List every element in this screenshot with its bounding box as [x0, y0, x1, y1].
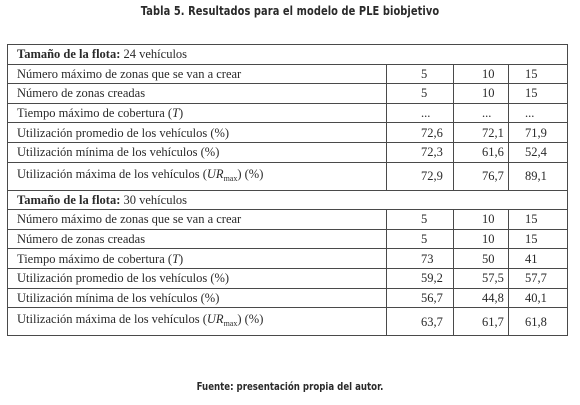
value-cell: 5 [387, 210, 454, 230]
row-label: Tiempo máximo de cobertura (T) [8, 249, 387, 269]
value-cell: 5 [387, 229, 454, 249]
value-cell: 63,7 [387, 308, 454, 336]
value-cell: 41 [509, 249, 568, 269]
table-row [8, 162, 568, 190]
value-cell: 44,8 [454, 288, 509, 308]
group-header-value: 24 vehículos [123, 47, 188, 62]
row-label: Número máximo de zonas que se van a crear [8, 210, 387, 230]
group-header-value: 30 vehículos [123, 192, 188, 207]
value-cell: 61,7 [454, 308, 509, 336]
value-cell: 57,7 [509, 268, 568, 288]
value-cell: 5 [387, 64, 454, 84]
row-label: Tiempo máximo de cobertura (T) [8, 103, 387, 123]
table-row [8, 288, 568, 308]
table-row [8, 64, 568, 84]
value-cell: 40,1 [509, 288, 568, 308]
table-row [8, 268, 568, 288]
group-header-cell [8, 45, 568, 65]
value-cell: 61,6 [454, 142, 509, 162]
table-row [8, 142, 568, 162]
table-row [8, 249, 568, 269]
table-row [8, 210, 568, 230]
row-label: Utilización promedio de los vehículos (%) [8, 268, 387, 288]
table-row [8, 123, 568, 143]
row-label: Número de zonas creadas [8, 229, 387, 249]
group-header-row [8, 45, 568, 65]
row-label: Utilización promedio de los vehículos (%) [8, 123, 387, 143]
value-cell: 72,1 [454, 123, 509, 143]
value-cell: 57,5 [454, 268, 509, 288]
value-cell: 56,7 [387, 288, 454, 308]
table-row [8, 84, 568, 104]
value-cell: 71,9 [509, 123, 568, 143]
value-cell: 76,7 [454, 162, 509, 190]
value-cell: 15 [509, 84, 568, 104]
table-caption: Tabla 5. Resultados para el modelo de PLE biobjetivo [140, 4, 440, 18]
table-row [8, 229, 568, 249]
group-header-row [8, 190, 568, 210]
value-cell: 10 [454, 229, 509, 249]
value-cell: 61,8 [509, 308, 568, 336]
group-header-label: Tamaño de la flota: [17, 47, 121, 62]
value-cell: 72,6 [387, 123, 454, 143]
table-source-note: Fuente: presentación propia del autor. [196, 381, 384, 393]
row-label: Utilización mínima de los vehículos (%) [8, 142, 387, 162]
value-cell: 72,3 [387, 142, 454, 162]
value-cell: 5 [387, 84, 454, 104]
value-cell: 50 [454, 249, 509, 269]
value-cell: 15 [509, 210, 568, 230]
value-cell: 72,9 [387, 162, 454, 190]
value-cell: ... [454, 103, 509, 123]
group-header-cell [8, 190, 568, 210]
row-label: Número de zonas creadas [8, 84, 387, 104]
value-cell: 10 [454, 64, 509, 84]
value-cell: 10 [454, 210, 509, 230]
value-cell: 59,2 [387, 268, 454, 288]
value-cell: 15 [509, 64, 568, 84]
value-cell: 52,4 [509, 142, 568, 162]
group-header-label: Tamaño de la flota: [17, 192, 121, 207]
value-cell: 89,1 [509, 162, 568, 190]
value-cell: ... [387, 103, 454, 123]
table-row [8, 103, 568, 123]
row-label: Utilización mínima de los vehículos (%) [8, 288, 387, 308]
results-table [7, 44, 568, 336]
value-cell: 15 [509, 229, 568, 249]
row-label: Utilización máxima de los vehículos $(UR_{max})$ (%) [8, 308, 387, 336]
value-cell: 73 [387, 249, 454, 269]
row-label: Utilización máxima de los vehículos $(UR_{max})$ (%) [8, 162, 387, 190]
value-cell: ... [509, 103, 568, 123]
row-label: Número máximo de zonas que se van a crear [8, 64, 387, 84]
table-row [8, 308, 568, 336]
value-cell: 10 [454, 84, 509, 104]
